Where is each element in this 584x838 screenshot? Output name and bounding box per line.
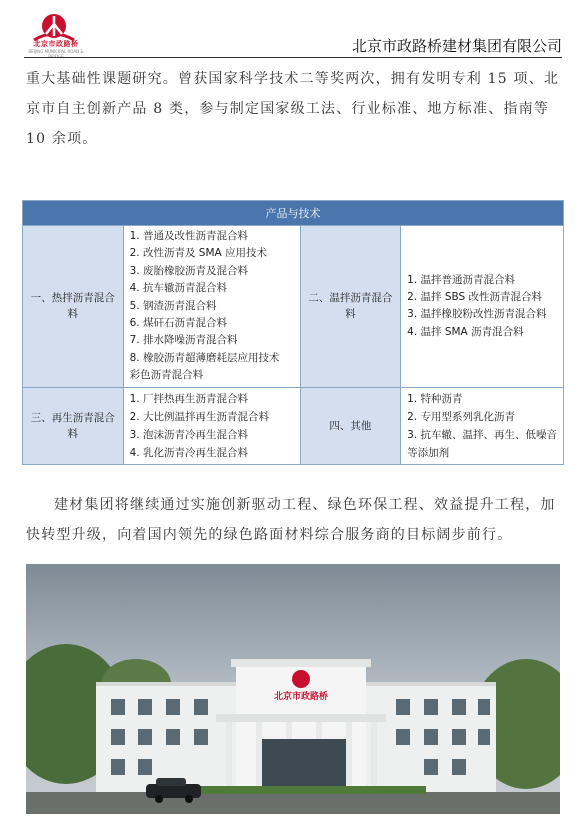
table-title: 产品与技术 xyxy=(23,201,564,226)
table-row xyxy=(23,226,564,388)
list-item: 3. 温拌橡胶粉改性沥青混合料 xyxy=(407,308,547,321)
other-items xyxy=(401,387,564,464)
page-header xyxy=(0,0,584,62)
list-item: 1. 普通及改性沥青混合料 xyxy=(129,230,248,242)
closing-paragraph: 建材集团将继续通过实施创新驱动工程、绿色环保工程、效益提升工程，加快转型升级，向着国内领先的绿色路面材料综合服务商的目标阔步前行。 xyxy=(26,497,556,543)
list-item: 8. 橡胶沥青超薄磨耗层应用技术 xyxy=(129,351,280,364)
category-warm-mix: 二、温拌沥青混合料 xyxy=(300,226,401,388)
hot-mix-items xyxy=(123,226,300,388)
building-image xyxy=(26,564,560,814)
list-item: 2. 改性沥青及 SMA 应用技术 xyxy=(129,247,268,260)
list-item: 4. 温拌 SMA 沥青混合料 xyxy=(407,325,524,338)
logo-text: 北京市政路桥 xyxy=(33,40,79,48)
list-item: 5. 钢渣沥青混合料 xyxy=(129,299,217,312)
company-name: 北京市政路桥建材集团有限公司 xyxy=(351,37,562,55)
building-sign: 北京市政路桥 xyxy=(273,692,329,702)
logo-subtext: BEIJING MUNICIPAL ROAD & xyxy=(28,49,84,54)
table-row xyxy=(23,387,564,464)
list-item: 1. 特种沥青 xyxy=(407,392,463,405)
category-recycled-mix: 三、再生沥青混合料 xyxy=(23,387,124,464)
list-item: 6. 煤矸石沥青混合料 xyxy=(129,317,227,330)
header-divider xyxy=(24,57,562,58)
list-item: 4. 乳化沥青冷再生混合料 xyxy=(129,446,248,459)
list-item: 1. 厂拌热再生沥青混合料 xyxy=(129,392,248,405)
warm-mix-items xyxy=(401,226,564,388)
list-item: 1. 温拌普通沥青混合料 xyxy=(407,273,515,286)
list-item: 2. 专用型系列乳化沥青 xyxy=(407,410,515,423)
recycled-mix-items xyxy=(123,387,300,464)
list-item: 2. 温拌 SBS 改性沥青混合料 xyxy=(407,290,543,303)
list-item: 7. 排水降噪沥青混合料 xyxy=(129,334,238,347)
list-item: 彩色沥青混合料 xyxy=(129,369,204,382)
list-item: 3. 废胎橡胶沥青及混合料 xyxy=(129,264,248,277)
list-item: 3. 抗车辙、温拌、再生、低噪音 xyxy=(407,428,557,441)
intro-paragraph: 重大基础性课题研究。曾获国家科学技术二等奖两次，拥有发明专利 15 项、北京市自主创新产品 8 类，参与制定国家级工法、行业标准、地方标准、指南等 10 余项。 xyxy=(26,71,560,147)
list-item: 2. 大比例温拌再生沥青混合料 xyxy=(129,410,269,423)
list-item: 4. 抗车辙沥青混合料 xyxy=(129,282,227,295)
list-item: 3. 泡沫沥青冷再生混合料 xyxy=(129,428,248,441)
category-hot-mix: 一、热拌沥青混合料 xyxy=(23,226,124,388)
category-other: 四、其他 xyxy=(300,387,401,464)
list-item: 等添加剂 xyxy=(407,446,450,459)
products-table xyxy=(22,200,564,465)
headquarters-photo xyxy=(26,564,560,814)
